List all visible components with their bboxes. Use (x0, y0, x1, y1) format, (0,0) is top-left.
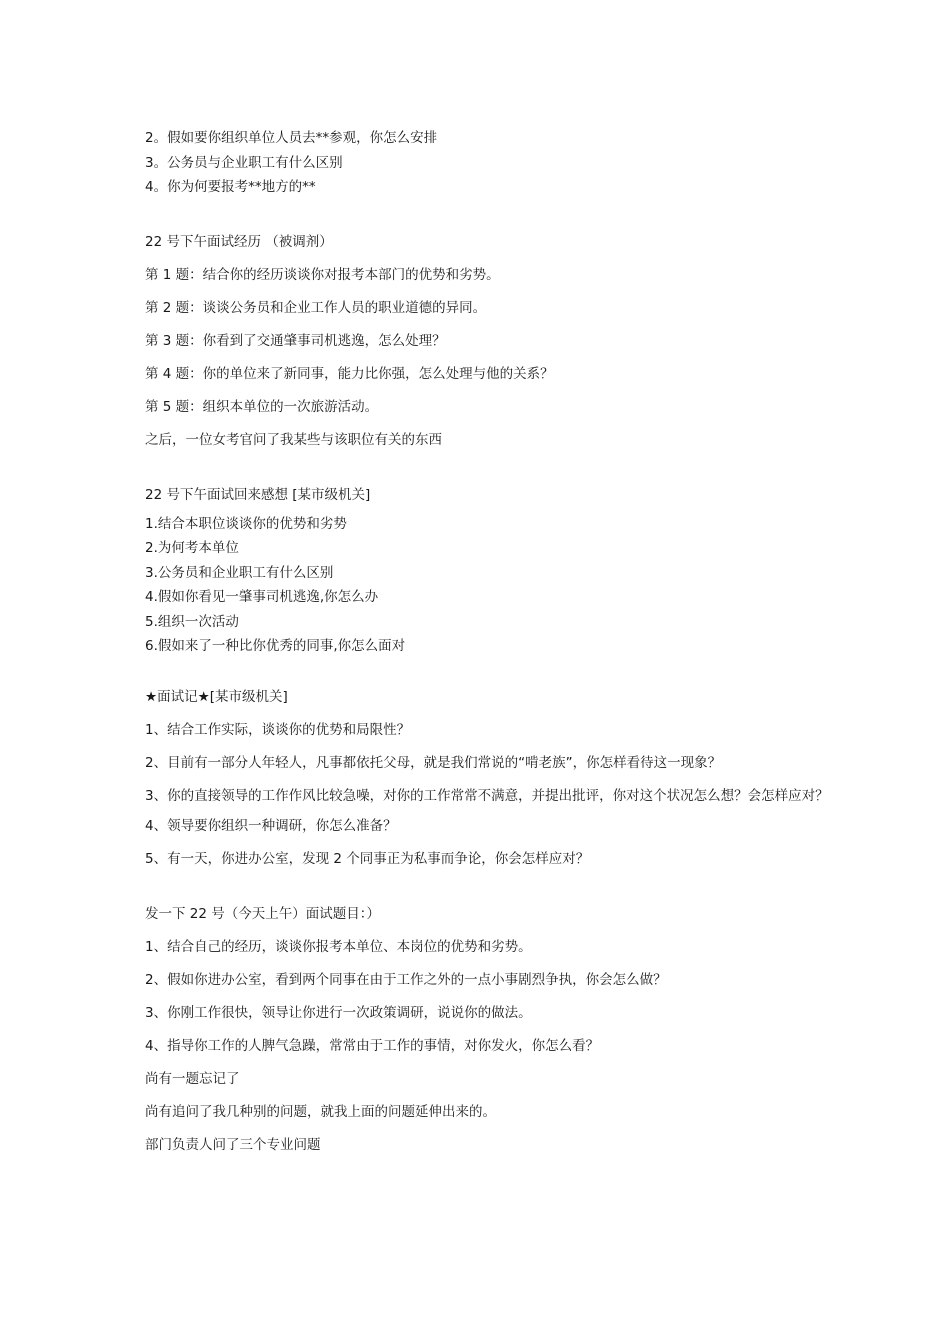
list-item: 1、结合工作实际，谈谈你的优势和局限性？ (145, 721, 411, 738)
list-item: 5.组织一次活动 (145, 613, 239, 630)
list-item: 4、领导要你组织一种调研，你怎么准备？ (145, 817, 397, 834)
list-item: 2。假如要你组织单位人员去**参观，你怎么安排 (145, 130, 438, 146)
list-item: 第 1 题：结合你的经历谈谈你对报考本部门的优势和劣势。 (145, 266, 500, 283)
section-interview-22-morning (145, 898, 845, 1162)
section-interview-feelings (145, 479, 845, 659)
list-item: 2、假如你进办公室，看到两个同事在由于工作之外的一点小事剧烈争执，你会怎么做？ (145, 971, 667, 988)
list-item: 第 5 题：组织本单位的一次旅游活动。 (145, 398, 379, 415)
list-item: 3、你的直接领导的工作作风比较急噪，对你的工作常常不满意，并提出批评，你对这个状况怎么想？会怎样应对？ (145, 787, 829, 804)
list-item: 2.为何考本单位 (145, 540, 239, 556)
list-item: 第 2 题：谈谈公务员和企业工作人员的职业道德的异同。 (145, 299, 487, 316)
list-item: 5、有一天，你进办公室，发现 2 个同事正为私事而争论，你会怎样应对？ (145, 850, 590, 867)
list-item: 4。你为何要报考**地方的** (145, 179, 316, 195)
section-interview-notes (145, 681, 845, 876)
list-item: 4、指导你工作的人脾气急躁，常常由于工作的事情，对你发火，你怎么看？ (145, 1037, 600, 1054)
section-heading: 22 号下午面试经历 （被调剂） (145, 233, 333, 250)
section-interview-22-afternoon (145, 226, 845, 457)
list-item: 之后，一位女考官问了我某些与该职位有关的东西 (145, 431, 442, 448)
list-item: 尚有一题忘记了 (145, 1070, 240, 1087)
list-item: 1、结合自己的经历，谈谈你报考本单位、本岗位的优势和劣势。 (145, 938, 532, 955)
list-item: 3、你刚工作很快，领导让你进行一次政策调研，说说你的做法。 (145, 1004, 532, 1021)
section-heading: 22 号下午面试回来感想 [某市级机关] (145, 486, 371, 503)
list-item: 第 3 题：你看到了交通肇事司机逃逸，怎么处理？ (145, 332, 446, 349)
list-item: 3.公务员和企业职工有什么区别 (145, 564, 334, 581)
document-page (145, 126, 845, 1162)
list-item: 第 4 题：你的单位来了新同事，能力比你强，怎么处理与他的关系？ (145, 365, 554, 382)
list-item: 2、目前有一部分人年轻人，凡事都依托父母，就是我们常说的“啃老族”，你怎样看待这一现象？ (145, 754, 722, 771)
list-item: 4.假如你看见一肇事司机逃逸,你怎么办 (145, 589, 379, 605)
list-item: 尚有追问了我几种别的问题，就我上面的问题延伸出来的。 (145, 1103, 496, 1120)
list-item: 部门负责人问了三个专业问题 (145, 1136, 321, 1153)
list-item: 1.结合本职位谈谈你的优势和劣势 (145, 515, 347, 532)
section-heading: ★面试记★[某市级机关] (145, 688, 288, 705)
list-item: 3。公务员与企业职工有什么区别 (145, 154, 343, 171)
list-item: 6.假如来了一种比你优秀的同事,你怎么面对 (145, 638, 406, 654)
section-heading: 发一下 22 号（今天上午）面试题目：） (145, 905, 381, 922)
section-list-1 (145, 126, 845, 200)
